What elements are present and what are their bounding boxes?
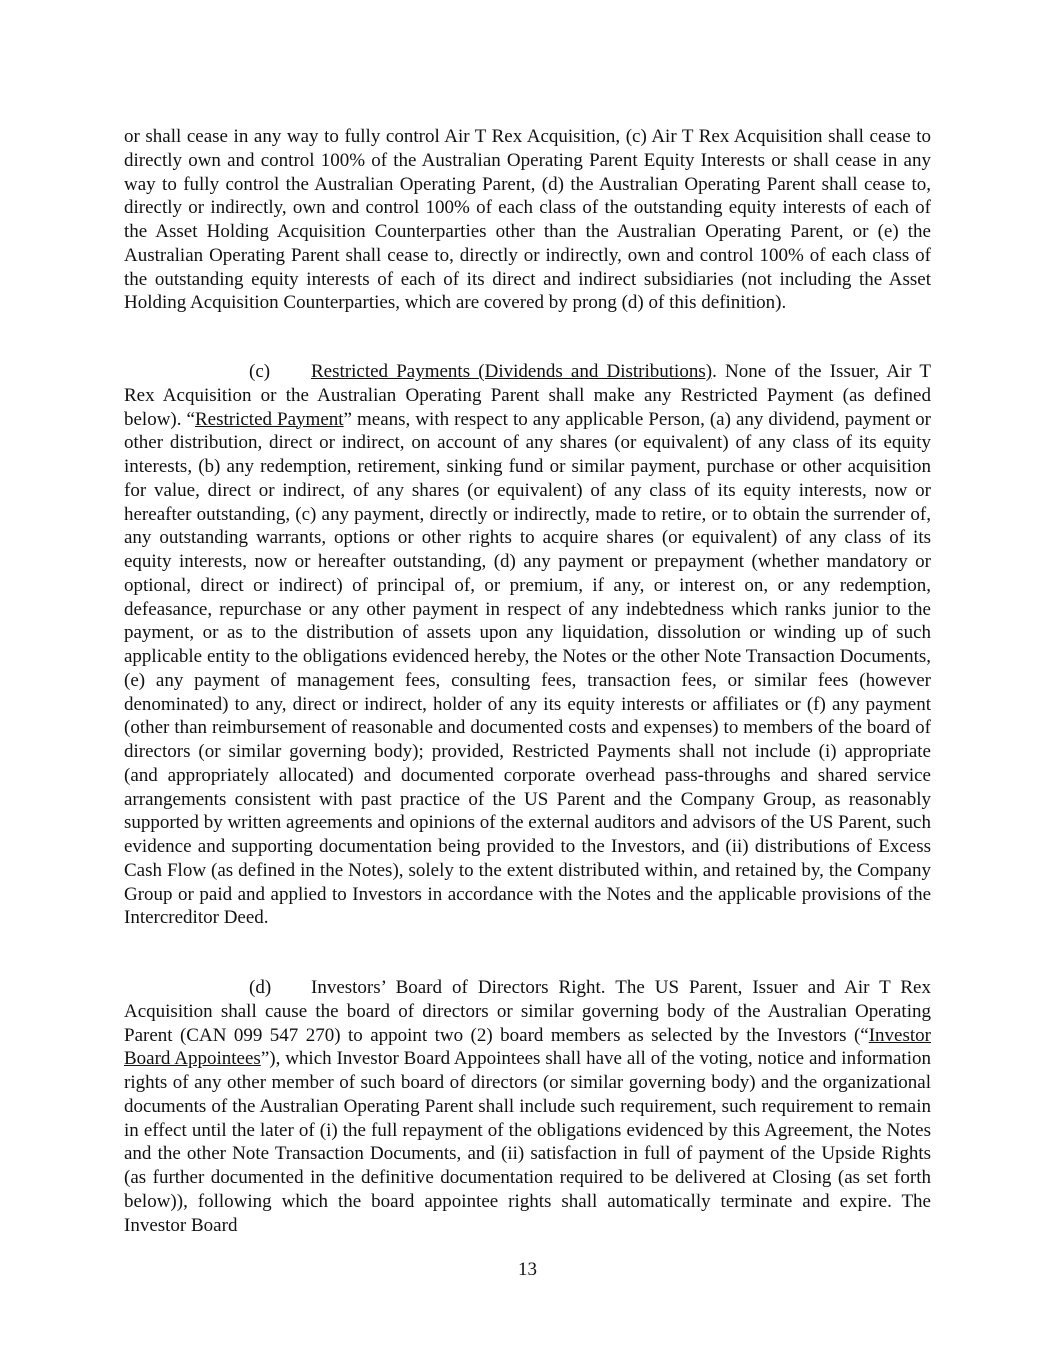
paragraph-continuation [124,125,931,315]
page-number: 13 [518,1259,537,1280]
section-heading: Restricted Payments (Dividends and Distributions) [311,361,713,382]
heading-punctuation: . [712,361,717,382]
paragraph-text: The US Parent, Issuer and Air T Rex Acquisition shall cause the board of directors or similar governing body of the Australian Operating Parent (CAN 099 547 270) to appoint two (2) board members as selected by the Investors (“ [124,977,931,1046]
paragraph-text: None of the Issuer, Air T Rex Acquisition or the Australian Operating Parent shall make any Restricted Payment (as defined below). “ [124,361,931,430]
defined-term: Restricted Payment [194,408,344,430]
paragraph-text: ” means, with respect to any applicable Person, (a) any dividend, payment or other distribution, direct or indirect, on account of any shares (or equivalent) of any class of its equity interests, (b) any redemption, retirement, sinking fund or similar payment, purchase or other acquisition for value, direct or indirect, of any shares (or equivalent) of any class of its equity interests, now or hereafter outstanding, (c) any payment, directly or indirectly, made to retire, or to obtain the surrender of, any outstanding warrants, options or other rights to acquire shares (or equivalent) of any class of its equity interests, now or hereafter outstanding, (d) any payment or prepayment (whether mandatory or optional, direct or indirect) of principal of, or premium, if any, or interest on, or any redemption, defeasance, repurchase or any other payment in respect of any indebtedness which ranks junior to the payment, or as to the distribution of assets upon any liquidation, dissolution or winding up of such applicable entity to the obligations evidenced hereby, the Notes or the other Note Transaction Documents, (e) any payment of management fees, consulting fees, transaction fees, or similar fees (however denominated) to any, direct or indirect, holder of any its equity interests or affiliates or (f) any payment (other than reimbursement of reasonable and documented costs and expenses) to members of the board of directors (or similar governing body); provided, Restricted Payments shall not include (i) appropriate (and appropriately allocated) and documented corporate overhead pass-throughs and shared service arrangements consistent with past practice of the US Parent and the Company Group, as reasonably supported by written agreements and opinions of the external auditors and advisors of the US Parent, such evidence and supporting documentation being provided to the Investors, and (ii) distributions of Excess Cash Flow (as defined in the Notes), solely to the extent distributed within, and retained by, the Company Group or paid and applied to Investors in accordance with the Notes and the applicable provisions of the Intercreditor Deed. [124,408,931,929]
section-label: (d) [249,977,272,998]
paragraph-text: ”), which Investor Board Appointees shall have all of the voting, notice and information rights of any other member of such board of directors (or similar governing body) and the organizational documents of the Australian Operating Parent shall include such requirement, such requirement to remain in effect until the later of (i) the full repayment of the obligations evidenced by this Agreement, the Notes and the other Note Transaction Documents, and (ii) satisfaction in full of payment of the Upside Rights (as further documented in the definitive documentation required to be delivered at Closing (as set forth below)), following which the board appointee rights shall automatically terminate and expire. The Investor Board [124,1048,931,1236]
section-d-board-rights [124,976,931,1237]
section-heading: Investors’ Board of Directors Right. [311,977,606,998]
section-label: (c) [249,361,271,382]
section-c-restricted-payments [124,360,931,930]
paragraph-text: or shall cease in any way to fully control Air T Rex Acquisition, (c) Air T Rex Acquisition shall cease to directly own and control 100% of the Australian Operating Parent Equity Interests or shall cease in any way to fully control the Australian Operating Parent, (d) the Australian Operating Parent shall cease to, directly or indirectly, own and control 100% of each class of the outstanding equity interests of each of the Asset Holding Acquisition Counterparties other than the Australian Operating Parent, or (e) the Australian Operating Parent shall cease to, directly or indirectly, own and control 100% of each class of the outstanding equity interests of each of its direct and indirect subsidiaries (not including the Asset Holding Acquisition Counterparties, which are covered by prong (d) of this definition). [124,126,931,314]
defined-term: Investor Board Appointees [124,1024,931,1070]
